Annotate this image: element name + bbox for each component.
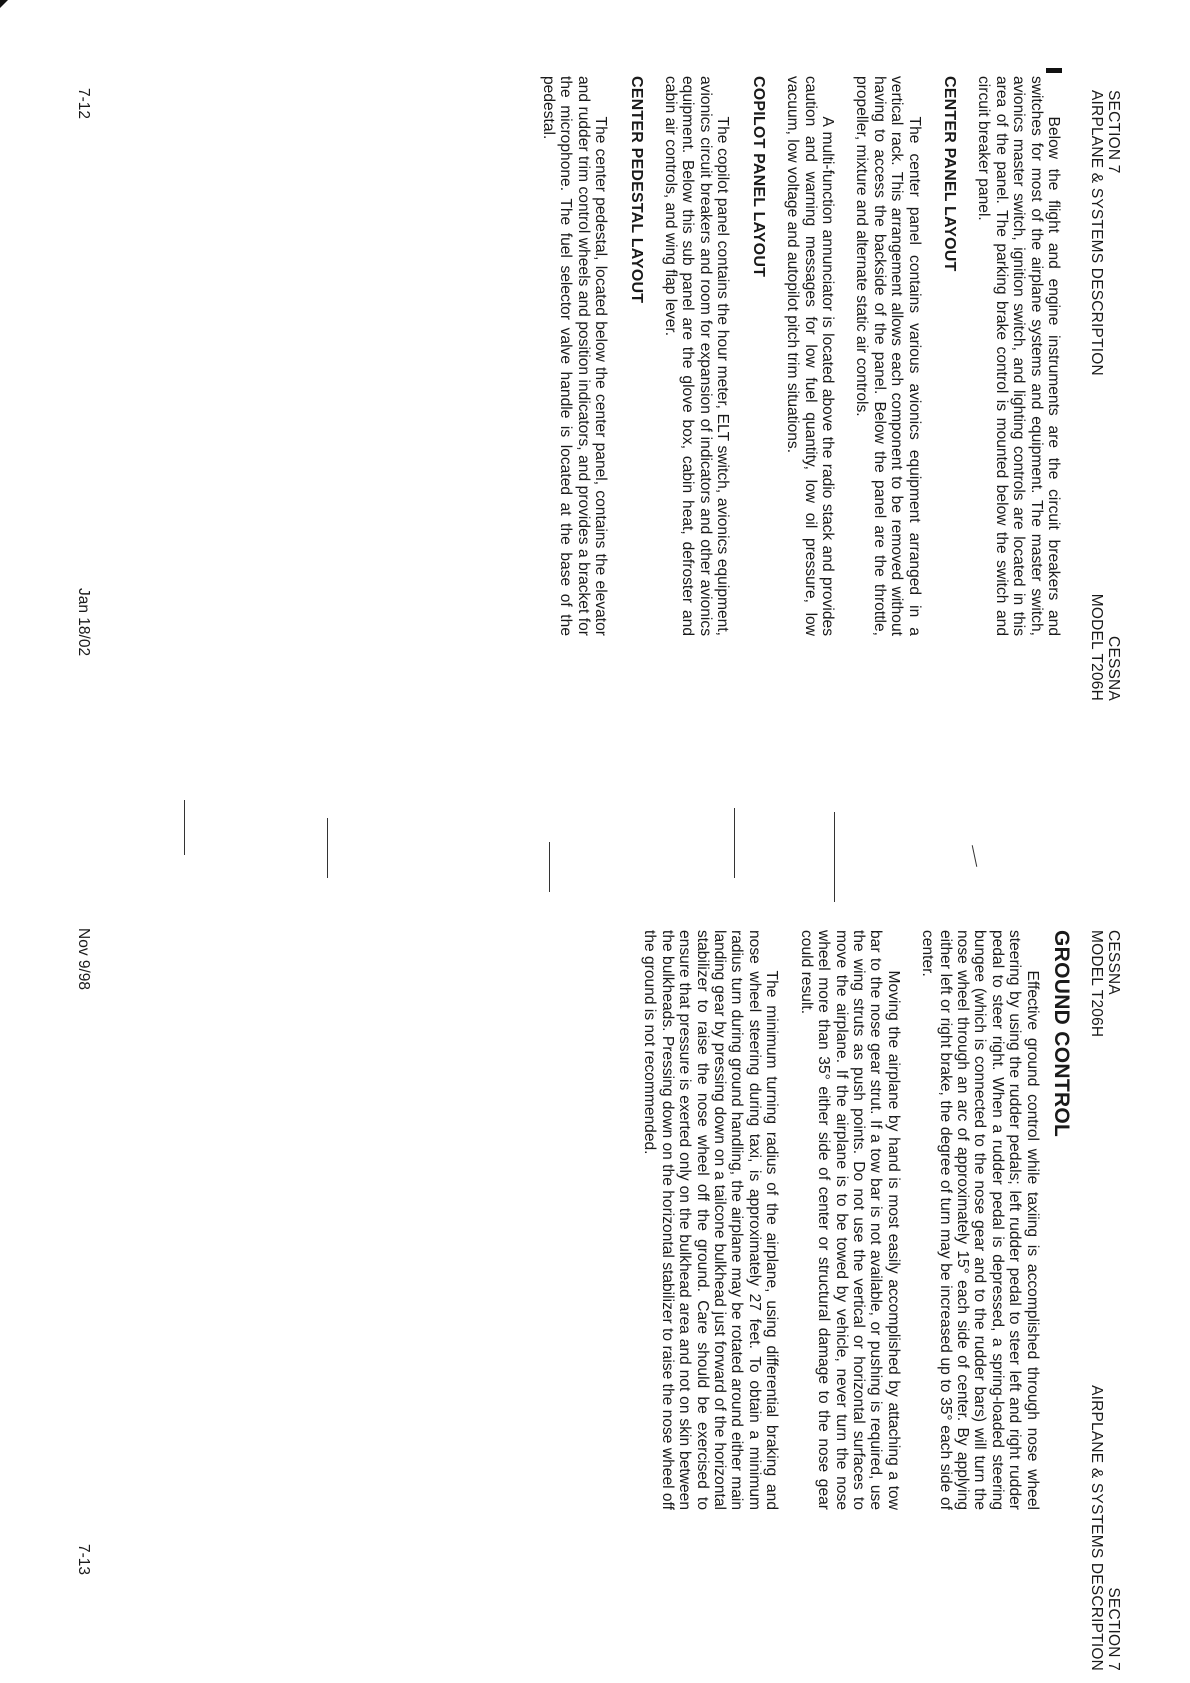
section-number: SECTION 7 [1105, 1587, 1122, 1671]
manufacturer: CESSNA [1105, 636, 1122, 701]
copilot-panel-heading: COPILOT PANEL LAYOUT [749, 76, 767, 278]
center-panel-paragraph-2: A multi-function annunciator is located above the radio stack and provides caution and warning messages for low fuel quantity, low oil pressure, low vacuum, low voltage and autopilot pitch trim situations. [784, 76, 836, 636]
model: MODEL T206H [1088, 593, 1105, 701]
left-body [523, 76, 1062, 636]
manufacturer: CESSNA [1105, 930, 1122, 995]
right-header-right [1088, 1385, 1122, 1671]
revision-date-left: Jan 18/02 [75, 588, 92, 657]
right-header-left [1088, 930, 1122, 1037]
copilot-panel-paragraph: The copilot panel contains the hour meter, ELT switch, avionics equipment, avionics circuit breakers and room for expansion of indicators and other avionics equipment. Below this sub panel are the glove box, cabin heat, defroster and cabin air controls, and wing flap lever. [662, 76, 732, 636]
page-number-left: 7-12 [75, 88, 92, 120]
section-title: AIRPLANE & SYSTEMS DESCRIPTION [1088, 1385, 1105, 1671]
section-number: SECTION 7 [1105, 90, 1122, 174]
left-page [0, 0, 1190, 841]
right-page [0, 842, 1190, 1683]
page-number-right: 7-13 [75, 1544, 92, 1576]
model: MODEL T206H [1088, 930, 1105, 1038]
center-pedestal-paragraph: The center pedestal, located below the center panel, contains the elevator and rudder trim control wheels and position indicators, and provides a bracket for the microphone. The fuel selector valve handle is located at the base of the pedestal. [540, 76, 610, 636]
left-header-right [1088, 594, 1122, 701]
center-panel-paragraph-1: The center panel contains various avionics equipment arranged in a vertical rack. This arrangement allows each component to be removed without having to access the backside of the panel. Below the panel are the throttle, propeller, mixture and alternate static air controls. [853, 76, 923, 636]
left-header-left [1088, 90, 1122, 376]
center-panel-heading: CENTER PANEL LAYOUT [940, 76, 958, 272]
center-pedestal-heading: CENTER PEDESTAL LAYOUT [627, 76, 645, 304]
right-body [624, 930, 1073, 1510]
ground-control-paragraph-1: Effective ground control while taxiing is accomplished through nose wheel steering by using the rudder pedals; left rudder pedal to steer left and right rudder pedal to steer right. When a rudder pedal is depressed, a spring-loaded steering bungee (which is connected to the nose gear and to the rudder bars) will turn the nose wheel through an arc of approximately 15° each side of center. By applying either left or right brake, the degree of turn may be increased up to 35° each side of center. [919, 930, 1041, 1510]
intro-paragraph: Below the flight and engine instruments are the circuit breakers and switches for most of the airplane systems and equipment. The master switch, avionics master switch, ignition switch, and lighting controls are located in this area of the panel. The parking brake control is mounted below the switch and circuit breaker panel. [975, 76, 1062, 636]
ground-control-heading: GROUND CONTROL [1050, 930, 1073, 1138]
ground-control-paragraph-3: The minimum turning radius of the airplane, using differential braking and nose wheel steering during taxi, is approximately 27 feet. To obtain a minimum radius turn during ground handling, the airplane may be rotated around either main landing gear by pressing down on a tailcone bulkhead just forward of the horizontal stabilizer to raise the nose wheel off the ground. Care should be exercised to ensure that pressure is exerted only on the bulkhead area and not on skin between the bulkheads. Pressing down on the horizontal stabilizer to raise the nose wheel off the ground is not recommended. [641, 930, 781, 1510]
revision-change-bar [1046, 68, 1062, 73]
ground-control-paragraph-2: Moving the airplane by hand is most easily accomplished by attaching a tow bar to the nose gear strut. If a tow bar is not available, or pushing is required, use the wing struts as push points. Do not use the vertical or horizontal surfaces to move the airplane. If the airplane is to be towed by vehicle, never turn the nose wheel more than 35° either side of center or structural damage to the nose gear could result. [797, 930, 902, 1510]
revision-date-right: Nov 9/98 [75, 928, 92, 991]
section-title: AIRPLANE & SYSTEMS DESCRIPTION [1088, 90, 1105, 376]
